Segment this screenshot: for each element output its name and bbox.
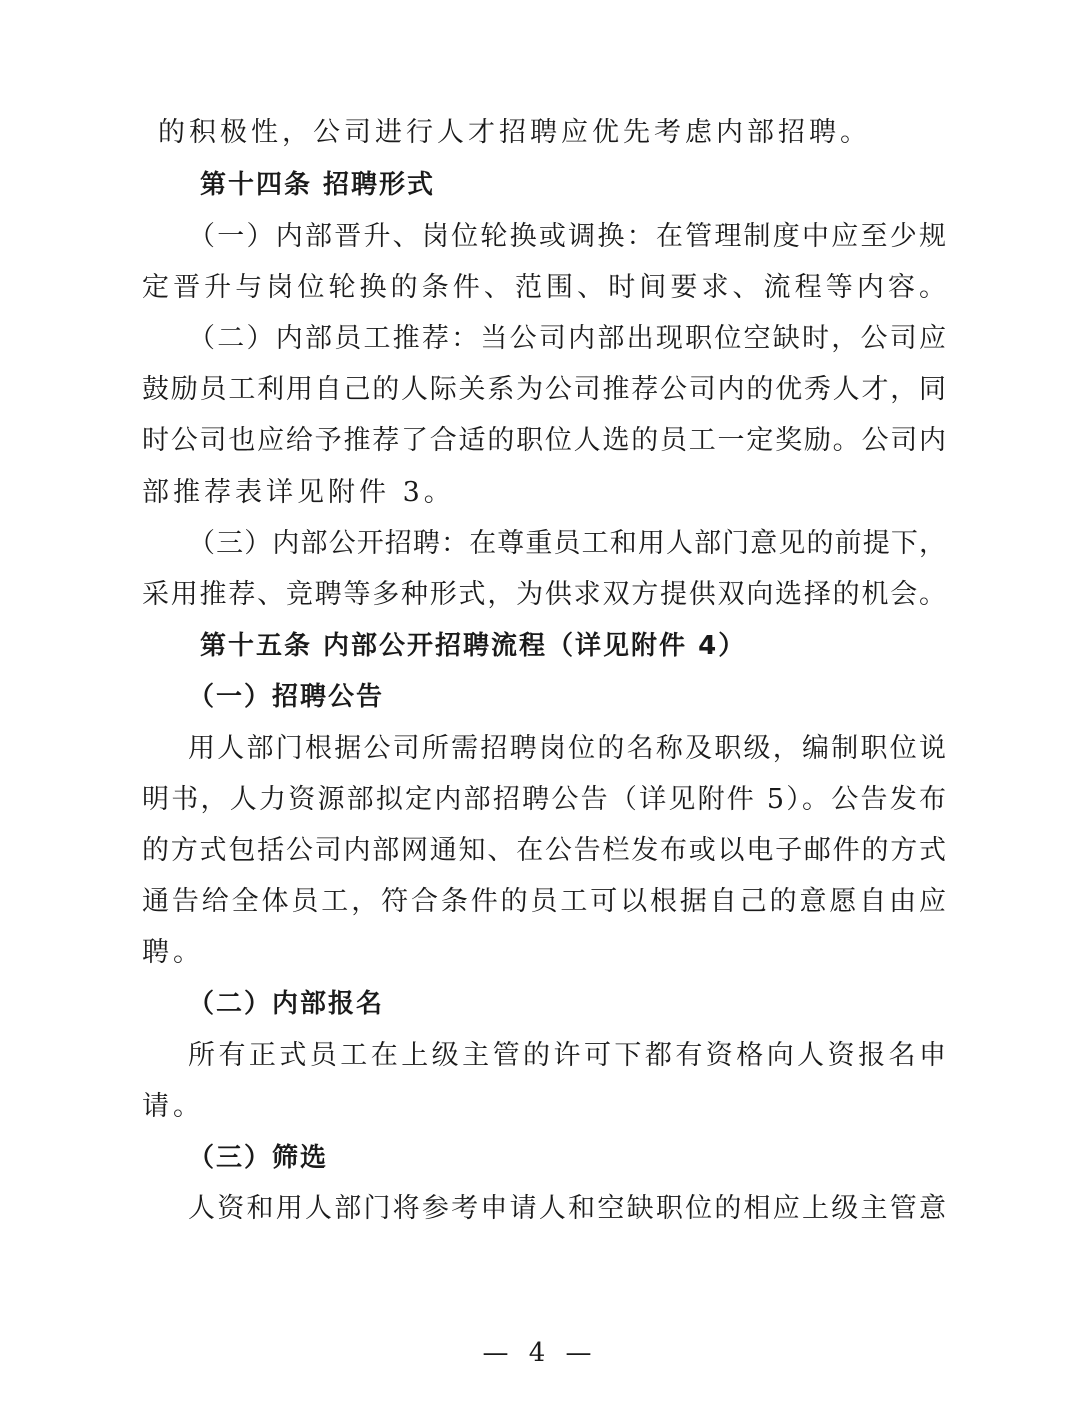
paragraph-line-10: 采用推荐、竞聘等多种形式，为供求双方提供双向选择的机会。 [142, 579, 946, 610]
paragraph-line-5: （二）内部员工推荐：当公司内部出现职位空缺时，公司应 [188, 323, 946, 354]
section-3-heading: （三）筛选 [188, 1143, 329, 1173]
paragraph-line-17: 聘。 [142, 937, 204, 968]
section-2-heading: （二）内部报名 [188, 989, 385, 1019]
page-number: — 4 — [482, 1338, 598, 1368]
paragraph-line-14: 明书，人力资源部拟定内部招聘公告（详见附件 5）。公告发布 [142, 784, 946, 815]
paragraph-line-1: 的积极性，公司进行人才招聘应优先考虑内部招聘。 [158, 117, 871, 148]
section-1-heading: （一）招聘公告 [188, 682, 385, 712]
article-15-heading: 第十五条 内部公开招聘流程（详见附件 4） [200, 631, 747, 661]
paragraph-line-9: （三）内部公开招聘：在尊重员工和用人部门意见的前提下， [188, 528, 946, 559]
paragraph-line-15: 的方式包括公司内部网通知、在公告栏发布或以电子邮件的方式 [142, 835, 946, 866]
paragraph-line-16: 通告给全体员工，符合条件的员工可以根据自己的意愿自由应 [142, 886, 946, 917]
paragraph-line-20: 请。 [142, 1091, 204, 1122]
paragraph-line-19: 所有正式员工在上级主管的许可下都有资格向人资报名申 [188, 1040, 946, 1071]
paragraph-line-22: 人资和用人部门将参考申请人和空缺职位的相应上级主管意 [188, 1193, 946, 1224]
paragraph-line-7: 时公司也应给予推荐了合适的职位人选的员工一定奖励。公司内 [142, 425, 946, 456]
paragraph-line-8: 部推荐表详见附件 3。 [142, 477, 455, 508]
paragraph-line-6: 鼓励员工利用自己的人际关系为公司推荐公司内的优秀人才，同 [142, 374, 946, 405]
paragraph-line-3: （一）内部晋升、岗位轮换或调换：在管理制度中应至少规 [188, 221, 946, 252]
paragraph-line-4: 定晋升与岗位轮换的条件、范围、时间要求、流程等内容。 [142, 272, 946, 303]
paragraph-line-13: 用人部门根据公司所需招聘岗位的名称及职级，编制职位说 [188, 733, 946, 764]
article-14-heading: 第十四条 招聘形式 [200, 170, 436, 200]
